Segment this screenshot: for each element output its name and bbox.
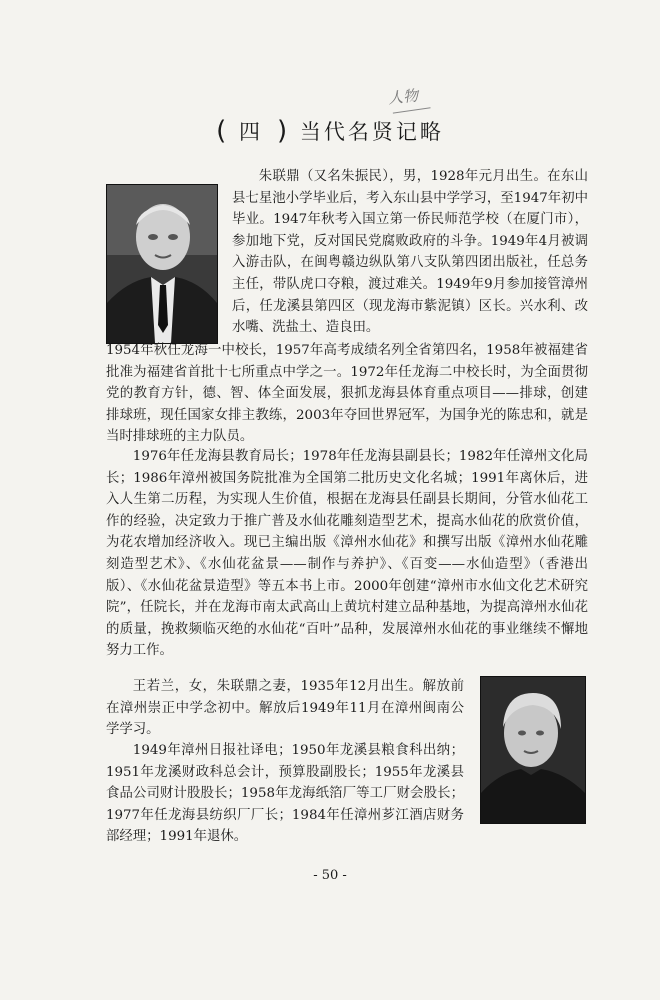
elderly-man-portrait-icon [107,185,217,343]
elderly-woman-portrait-icon [481,677,585,823]
section-heading [0,116,660,146]
portrait-zhu-lianding [106,184,218,344]
page-number: - 50 - [313,868,347,883]
bio2-paragraph-career: 1949年漳州日报社译电；1950年龙溪县粮食科出纳；1951年龙溪财政科总会计，预算股副股长；1955年龙溪县食品公司财计股股长；1958年龙海纸箔厂等工厂财会股长；1977年任龙海县纺织厂厂长；1984年任漳州芗江酒店财务部经理；1991年退休。 [106,743,464,845]
bio1-paragraph-intro: 朱联鼎（又名朱振民），男，1928年元月出生。在东山县七星池小学毕业后，考入东山县中学学习，至1947年初中毕业。1947年秋考入国立第一侨民师范学校（在厦门市），参加地下党，反对国民党腐败政府的斗争。1949年4月被调入游击队，在闽粤赣边纵队第八支队第四团出版社，任总务主任，带队虎口夺粮，渡过难关。1949年9月参加接管漳州后，任龙溪县第四区（现龙海市紫泥镇）区长。兴水利、改水嘴、洗盐土、造良田。 [232,169,588,336]
bio2-paragraph-intro: 王若兰，女，朱联鼎之妻，1935年12月出生。解放前在漳州崇正中学念初中。解放后1949年11月在漳州闽南公学学习。 [106,679,464,738]
close-paren: ) [277,116,291,146]
handwritten-margin-note: 人物 [387,86,419,108]
bio1-paragraph-continued: 1954年秋任龙海一中校长，1957年高考成绩名列全省第四名，1958年被福建省批准为福建省首批十七所重点中学之一。1972年任龙海二中校长时，为全面贯彻党的教育方针，德、智、体全面发展，狠抓龙海县体育重点项目——排球，创建排球班，现任国家女排主教练，2003年夺回世界冠军，为国争光的陈忠和，就是当时排球班的主力队员。 [106,343,588,445]
section-number: 四 [239,120,263,144]
section-title: 当代名贤记略 [299,120,444,144]
bio1-paragraph-career: 1976年任龙海县教育局长；1978年任龙海县副县长；1982年任漳州文化局长；1986年漳州被国务院批准为全国第二批历史文化名城；1991年离休后，进入人生第二历程，为实现人生价值，根据在龙海县任副县长期间，分管水仙花工作的经验，决定致力于推广普及水仙花雕刻造型艺术，提高水仙花的欣赏价值，为花农增加经济收入。现已主编出版《漳州水仙花》和撰写出版《漳州水仙花雕刻造型艺术》、《水仙花盆景——制作与养护》、《百变——水仙造型》（香港出版）、《水仙花盆景造型》等五本书上市。2000年创建“漳州市水仙文化艺术研究院”，任院长，并在龙海市南太武高山上黄坑村建立品种基地，为提高漳州水仙花的质量，挽救频临灭绝的水仙花“百叶”品种，发展漳州水仙花的事业继续不懈地努力工作。 [106,449,588,659]
open-paren: ( [216,116,230,146]
portrait-wang-ruolan [480,676,586,824]
